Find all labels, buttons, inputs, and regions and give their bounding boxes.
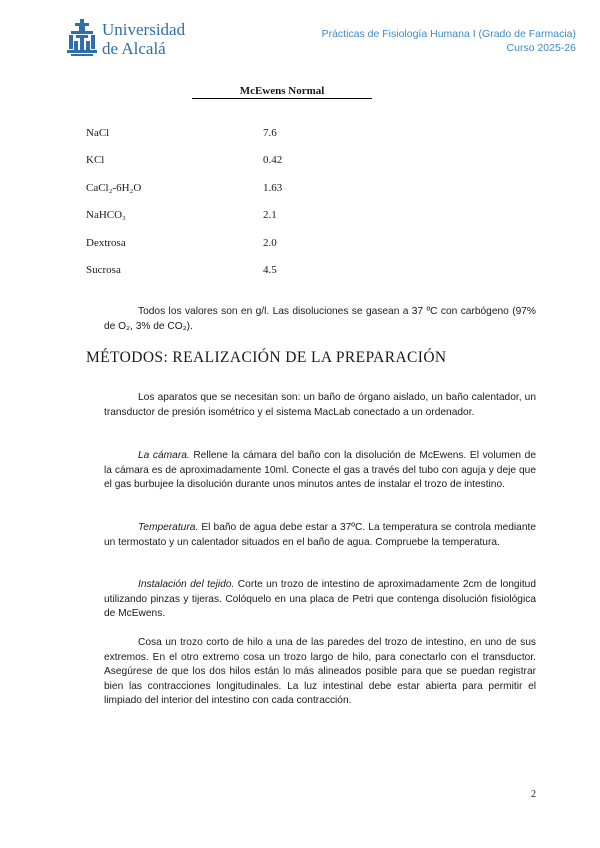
compound-name: Sucrosa (86, 264, 121, 276)
logo-line-1: Universidad (102, 20, 186, 39)
solution-note (104, 305, 536, 334)
temperatura-paragraph (104, 521, 536, 550)
logo-line-2: de Alcalá (102, 39, 166, 58)
tejido-text: Corte un trozo de intestino de aproximadamente 2cm de longitud utilizando pinzas y tijeras. Colóquelo en una placa de Petri que contenga disolución fisiológica de McEwens. (104, 579, 536, 620)
temperatura-label: Temperatura. (138, 522, 199, 533)
methods-intro-text: Los aparatos que se necesitan son: un baño de órgano aislado, un baño calentador, un transductor de presión isométrico y el sistema MacLab conectado a un ordenador. (104, 392, 536, 418)
compound-name: NaCl (86, 127, 110, 139)
solution-note-text: Todos los valores son en g/l. Las disoluciones se gasean a 37 ºC con carbógeno (97% de O₂, 3% de CO₂). (104, 306, 536, 332)
hilo-text: Cosa un trozo corto de hilo a una de las paredes del trozo de intestino, en uno de sus extremos. En el otro extremo cosa un trozo largo de hilo, para conectarlo con el transductor. Asegúrese de que los dos hilos están lo más alineados posible para que se puedan registrar bien las contracciones longitudinales. La luz intestinal debe estar abierta para permitir el limpiado del interior del intestino con cada contracción. (104, 637, 536, 707)
university-emblem-icon (66, 18, 98, 58)
compound-name: NaHCO₃ (86, 209, 126, 221)
table-row (86, 209, 386, 225)
table-row (86, 154, 386, 170)
compound-value: 1.63 (263, 182, 283, 194)
course-header (322, 27, 576, 55)
compound-name: Dextrosa (86, 237, 126, 249)
solution-title: McEwens Normal (192, 85, 372, 99)
page-number: 2 (531, 789, 536, 800)
table-row (86, 237, 386, 253)
compound-value: 2.0 (263, 237, 277, 249)
tejido-paragraph (104, 578, 536, 622)
table-row (86, 182, 386, 198)
university-name (102, 20, 185, 58)
hilo-paragraph (104, 636, 536, 709)
camara-label: La cámara. (138, 450, 190, 461)
tejido-label: Instalación del tejido. (138, 579, 235, 590)
temperatura-text: El baño de agua debe estar a 37ºC. La temperatura se controla mediante un termostato y un calentador situados en el baño de agua. Compruebe la temperatura. (104, 522, 536, 548)
camara-paragraph (104, 449, 536, 493)
course-year: Curso 2025-26 (506, 42, 576, 54)
compound-name: KCl (86, 154, 105, 166)
camara-text: Rellene la cámara del baño con la disolución de McEwens. El volumen de la cámara es de aproximadamente 10ml. Conecte el gas a través del tubo con aguja y deje que el gas burbujee la disolución durante unos minutos antes de instalar el trozo de intestino. (104, 450, 536, 491)
table-row (86, 127, 386, 143)
compound-value: 7.6 (263, 127, 277, 139)
university-logo (66, 18, 196, 60)
compound-value: 4.5 (263, 264, 277, 276)
methods-intro (104, 391, 536, 420)
compound-name: CaCl₂-6H₂O (86, 182, 142, 194)
course-title: Prácticas de Fisiología Humana I (Grado de Farmacia) (321, 28, 576, 40)
compound-value: 2.1 (263, 209, 277, 221)
table-row (86, 264, 386, 280)
methods-heading: MÉTODOS: REALIZACIÓN DE LA PREPARACIÓN (86, 349, 447, 366)
compound-value: 0.42 (263, 154, 283, 166)
